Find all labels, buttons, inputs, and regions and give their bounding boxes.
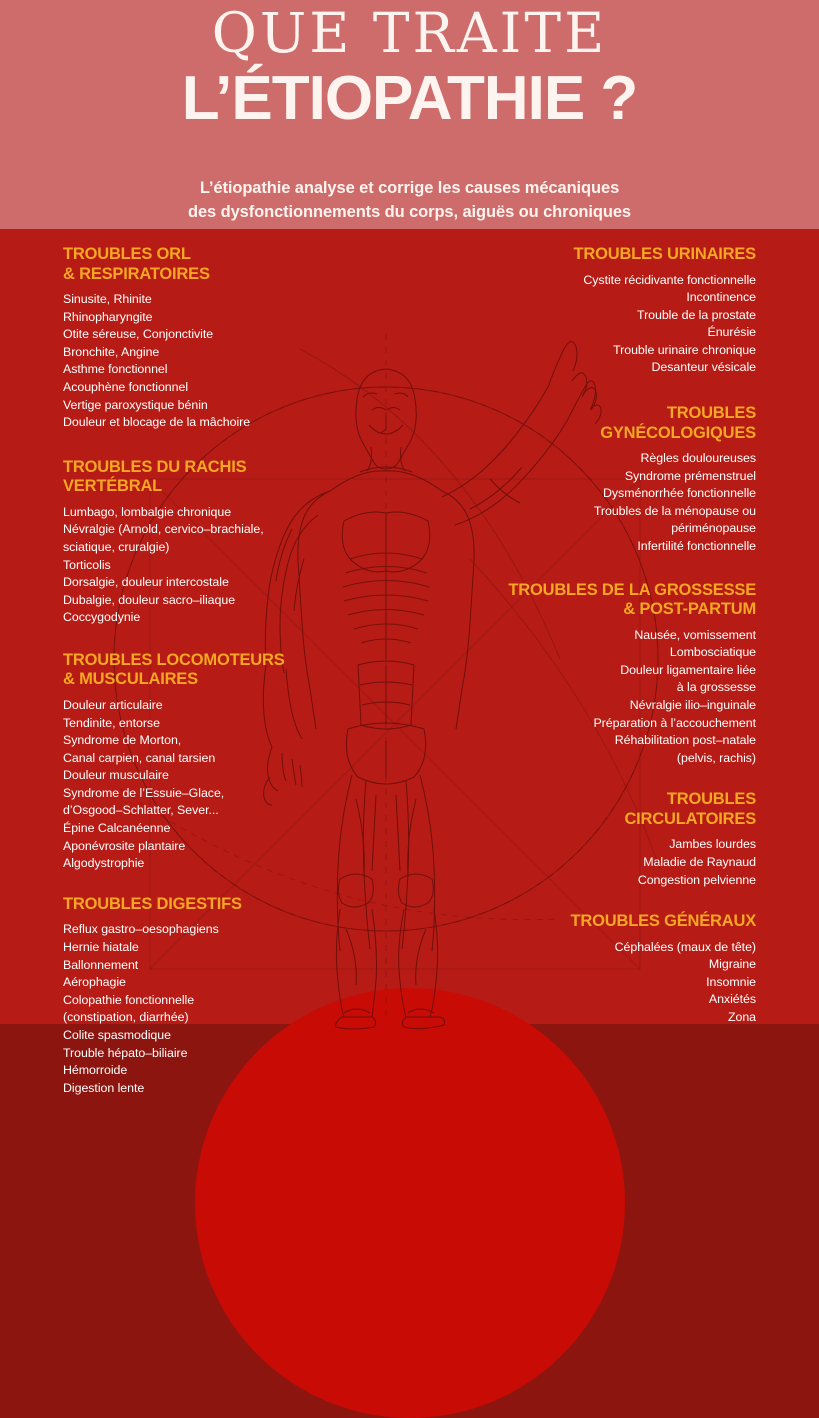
list-item: Syndrome prémenstruel [624, 468, 756, 483]
poster-header [0, 0, 819, 229]
section-troubles-urinaires [484, 245, 756, 377]
list-item: Congestion pelvienne [637, 872, 756, 887]
section-list [484, 450, 756, 556]
list-item: Névralgie ilio–inguinale [629, 698, 756, 712]
list-item: Dorsalgie, douleur intercostale [63, 575, 229, 590]
section-troubles-rachis-vertebral [63, 458, 331, 627]
list-item: Trouble de la prostate [637, 307, 756, 322]
list-item: Énurésie [707, 325, 756, 340]
spacer [484, 377, 756, 404]
list-item: Insomnie [706, 974, 756, 989]
section-heading: TROUBLES ORL & RESPIRATOIRES [63, 245, 210, 283]
list-item: Troubles de la ménopause ou [593, 503, 756, 518]
list-item: Anxiétés [708, 992, 756, 1007]
list-item: Épine Calcanéenne [63, 821, 171, 836]
section-heading: TROUBLES GÉNÉRAUX [570, 912, 756, 931]
list-item: Douleur musculaire [63, 768, 169, 783]
list-item: Bronchite, Angine [63, 344, 160, 359]
list-item: Reflux gastro–oesophagiens [63, 922, 219, 937]
list-item: sciatique, cruralgie) [63, 539, 170, 554]
list-item: Incontinence [686, 290, 756, 305]
list-item: Acouphène fonctionnel [63, 379, 189, 394]
list-item: Tendinite, entorse [63, 715, 160, 730]
list-item: Lumbago, lombalgie chronique [63, 504, 232, 519]
list-item: périménopause [671, 521, 756, 536]
section-list [63, 291, 331, 432]
list-item: (pelvis, rachis) [676, 750, 756, 765]
section-list [484, 272, 756, 378]
list-item: Digestion lente [63, 1080, 145, 1095]
section-heading: TROUBLES LOCOMOTEURS & MUSCULAIRES [63, 650, 285, 689]
section-list [484, 939, 756, 1027]
list-item: Colite spasmodique [63, 1027, 171, 1042]
list-item: d’Osgood–Schlatter, Sever... [63, 803, 219, 818]
list-item: Céphalées (maux de tête) [614, 939, 756, 954]
section-heading: TROUBLES DIGESTIFS [63, 894, 242, 913]
spacer [63, 627, 331, 651]
list-item: Préparation à l’accouchement [593, 715, 756, 730]
section-troubles-circulatoires [484, 790, 756, 889]
list-item: Aponévrosite plantaire [63, 838, 186, 853]
list-item: Lombosciatique [669, 645, 756, 660]
list-item: Hémorroide [63, 1063, 128, 1078]
list-item: Réhabilitation post–natale [614, 733, 756, 748]
section-troubles-orl-respiratoires [63, 245, 331, 432]
list-item: Dysménorrhée fonctionnelle [603, 486, 756, 501]
list-item: Règles douloureuses [640, 451, 756, 466]
list-item: Syndrome de Morton, [63, 733, 182, 748]
list-item: Syndrome de l’Essuie–Glace, [63, 785, 225, 800]
list-item: Dubalgie, douleur sacro–iliaque [63, 592, 236, 607]
list-item: Hernie hiatale [63, 939, 139, 954]
list-item: Jambes lourdes [669, 837, 756, 852]
spacer [484, 889, 756, 912]
section-list [63, 504, 331, 627]
list-item: Coccygodynie [63, 610, 141, 625]
list-item: Algodystrophie [63, 856, 145, 871]
section-troubles-grossesse-post-partum [484, 581, 756, 768]
list-item: Ballonnement [63, 957, 139, 972]
page-subtitle-line2: des dysfonctionnements du corps, aiguës ou chroniques [187, 203, 632, 221]
page-subtitle-line1: L’étiopathie analyse et corrige les causes mécaniques [199, 179, 620, 197]
right-column [484, 245, 756, 1027]
list-item: à la grossesse [676, 680, 756, 695]
list-item: Cystite récidivante fonctionnelle [583, 272, 756, 287]
section-heading: TROUBLES DU RACHIS VERTÉBRAL [63, 457, 247, 496]
list-item: Canal carpien, canal tarsien [63, 750, 216, 765]
list-item: Sinusite, Rhinite [63, 292, 152, 306]
list-item: Rhinopharyngite [63, 309, 153, 324]
list-item: Maladie de Raynaud [643, 854, 756, 869]
list-item: (constipation, diarrhée) [63, 1010, 189, 1025]
section-heading: TROUBLES GYNÉCOLOGIQUES [600, 404, 756, 442]
section-list [63, 921, 331, 1097]
spacer [484, 556, 756, 581]
list-item: Nausée, vomissement [634, 627, 756, 642]
list-item: Zona [727, 1010, 756, 1025]
list-item: Douleur et blocage de la mâchoire [63, 415, 251, 430]
list-item: Asthme fonctionnel [63, 362, 168, 377]
list-item: Névralgie (Arnold, cervico–brachiale, [63, 522, 264, 537]
spacer [63, 432, 331, 458]
section-heading: TROUBLES CIRCULATOIRES [624, 790, 756, 828]
section-heading: TROUBLES DE LA GROSSESSE & POST-PARTUM [508, 580, 756, 619]
list-item: Vertige paroxystique bénin [63, 397, 208, 412]
left-column [63, 245, 331, 1097]
list-item: Infertilité fonctionnelle [637, 539, 756, 554]
list-item: Trouble hépato–biliaire [63, 1045, 188, 1060]
list-item: Desanteur vésicale [651, 360, 756, 375]
list-item: Migraine [708, 957, 756, 972]
page-subtitle [0, 176, 819, 224]
section-troubles-generaux [484, 912, 756, 1026]
section-troubles-gynecologiques [484, 404, 756, 556]
list-item: Aérophagie [63, 975, 126, 990]
page-title-line2: L’ÉTIOPATHIE ? [181, 64, 638, 133]
section-list [484, 836, 756, 889]
list-item: Torticolis [63, 557, 111, 572]
page-title-line1: QUE TRAITE [211, 1, 608, 65]
spacer [63, 873, 331, 895]
list-item: Colopathie fonctionnelle [63, 992, 195, 1007]
list-item: Trouble urinaire chronique [613, 342, 756, 357]
list-item: Douleur articulaire [63, 697, 163, 712]
spacer [484, 767, 756, 790]
list-item: Douleur ligamentaire liée [620, 662, 756, 677]
section-troubles-locomoteurs-musculaires [63, 651, 331, 873]
section-troubles-digestifs [63, 895, 331, 1097]
section-list [484, 627, 756, 768]
section-heading: TROUBLES URINAIRES [573, 245, 756, 263]
list-item: Otite séreuse, Conjonctivite [63, 327, 214, 342]
section-list [63, 697, 331, 873]
